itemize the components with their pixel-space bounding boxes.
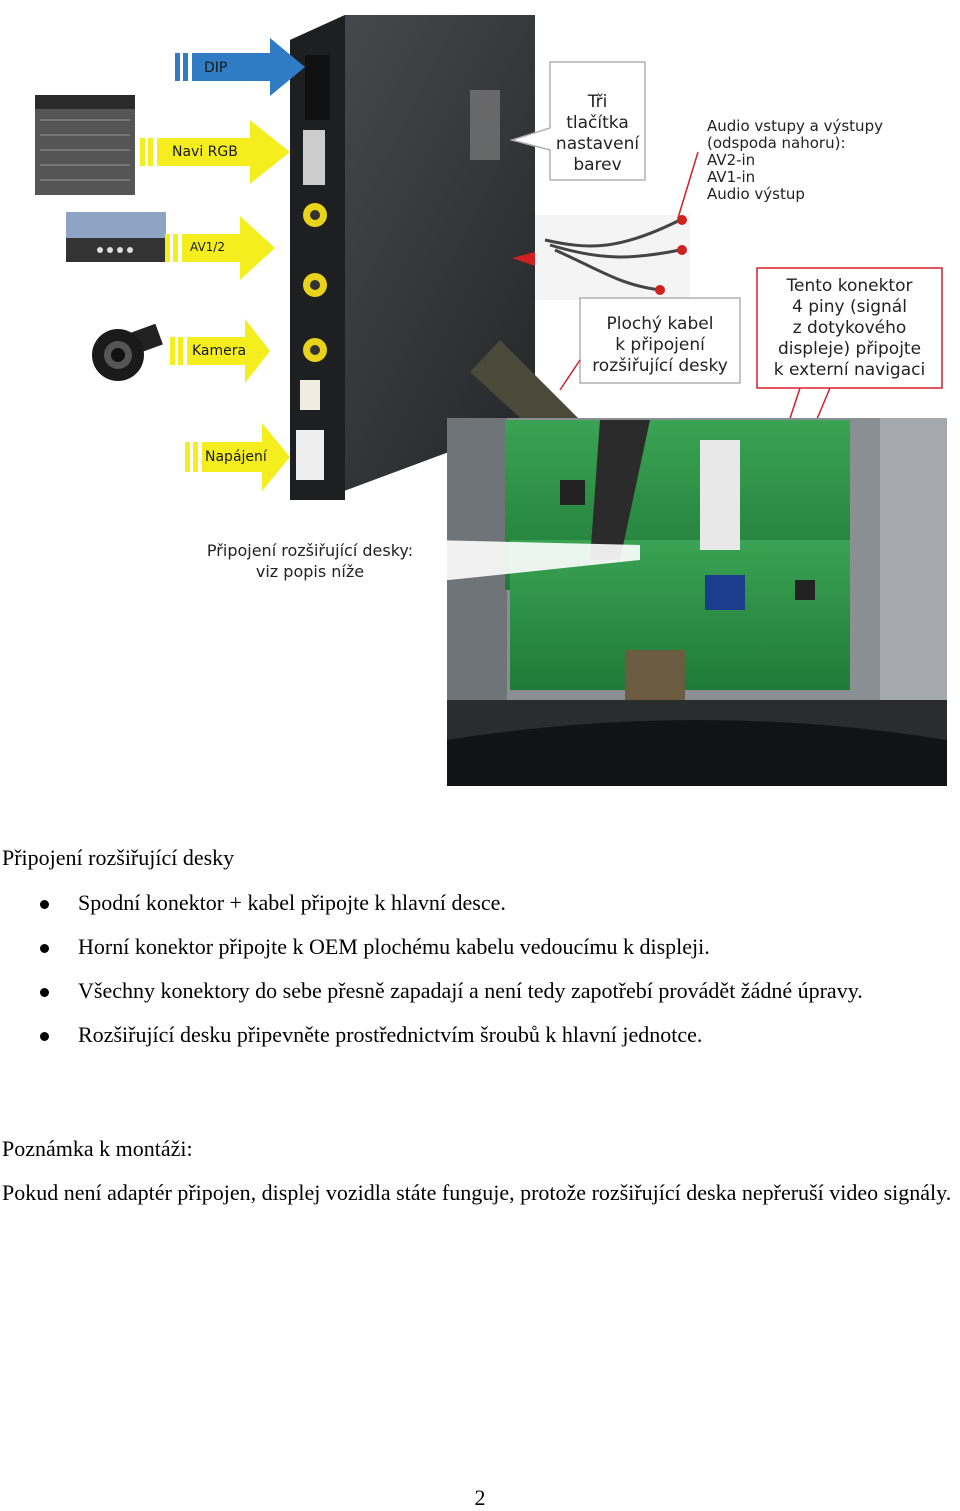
callout-line: rozšiřující desky xyxy=(592,356,728,376)
list-item xyxy=(0,888,960,918)
note-text: Pokud není adaptér připojen, displej vozidla státe funguje, protože rozšiřující deska nepřeruší video signály. xyxy=(2,1180,952,1205)
callout-line: AV2-in xyxy=(707,151,756,169)
list-item-text: Rozšiřující desku připevněte prostřednictvím šroubů k hlavní jednotce. xyxy=(78,1022,703,1047)
callout-line: tlačítka xyxy=(566,113,629,133)
callout-line: Audio výstup xyxy=(707,185,805,203)
callout-line: k připojení xyxy=(615,335,705,355)
callout-line: nastavení xyxy=(555,134,640,154)
callout-line: Plochý kabel xyxy=(606,314,714,334)
section-heading: Připojení rozšiřující desky xyxy=(2,845,235,870)
note-heading: Poznámka k montáži: xyxy=(2,1136,193,1161)
label-navi-rgb: Navi RGB xyxy=(172,144,238,160)
camera-image xyxy=(92,324,163,381)
bullet-icon xyxy=(40,1032,49,1041)
callout-line: displeje) připojte xyxy=(777,339,922,359)
callout-line: (odspoda nahoru): xyxy=(707,134,846,152)
label-napajeni: Napájení xyxy=(205,449,267,465)
list-item xyxy=(0,1020,960,1050)
callout-line: Tři xyxy=(587,92,608,112)
dvd-player-image xyxy=(66,212,166,262)
callout-line: Připojení rozšiřující desky: xyxy=(206,541,414,560)
list-item-text: Horní konektor připojte k OEM plochému kabelu vedoucímu k displeji. xyxy=(78,934,710,959)
label-dip: DIP xyxy=(204,60,228,76)
callout-line: Tento konektor xyxy=(786,276,913,296)
arrow-dip xyxy=(175,38,305,96)
head-unit-photo xyxy=(447,418,947,786)
callout-line: Audio vstupy a výstupy xyxy=(707,117,883,135)
navi-module-image xyxy=(35,95,135,195)
page-number: 2 xyxy=(474,1485,486,1510)
callout-line: 4 piny (signál xyxy=(792,297,907,317)
callout-touch-connector xyxy=(757,276,942,381)
instruction-list xyxy=(0,888,960,1064)
list-item-text: Všechny konektory do sebe přesně zapadají a není tedy zapotřebí provádět žádné úpravy. xyxy=(78,978,863,1003)
callout-expansion-board xyxy=(190,540,430,582)
callout-line: z dotykového xyxy=(792,318,907,338)
callout-color-buttons xyxy=(550,92,645,176)
list-item xyxy=(0,932,960,962)
bullet-icon xyxy=(40,944,49,953)
list-item xyxy=(0,976,960,1006)
callout-flat-cable xyxy=(580,314,740,377)
bullet-icon xyxy=(40,988,49,997)
callout-line: AV1-in xyxy=(707,168,756,186)
label-av12: AV1/2 xyxy=(190,240,225,254)
callout-line: barev xyxy=(573,155,622,175)
bullet-icon xyxy=(40,900,49,909)
callout-audio-io xyxy=(707,118,883,203)
audio-cable-image xyxy=(512,215,690,300)
label-kamera: Kamera xyxy=(192,343,247,359)
callout-line: k externí navigaci xyxy=(773,360,926,380)
callout-line: viz popis níže xyxy=(255,562,365,581)
list-item-text: Spodní konektor + kabel připojte k hlavní desce. xyxy=(78,890,506,915)
